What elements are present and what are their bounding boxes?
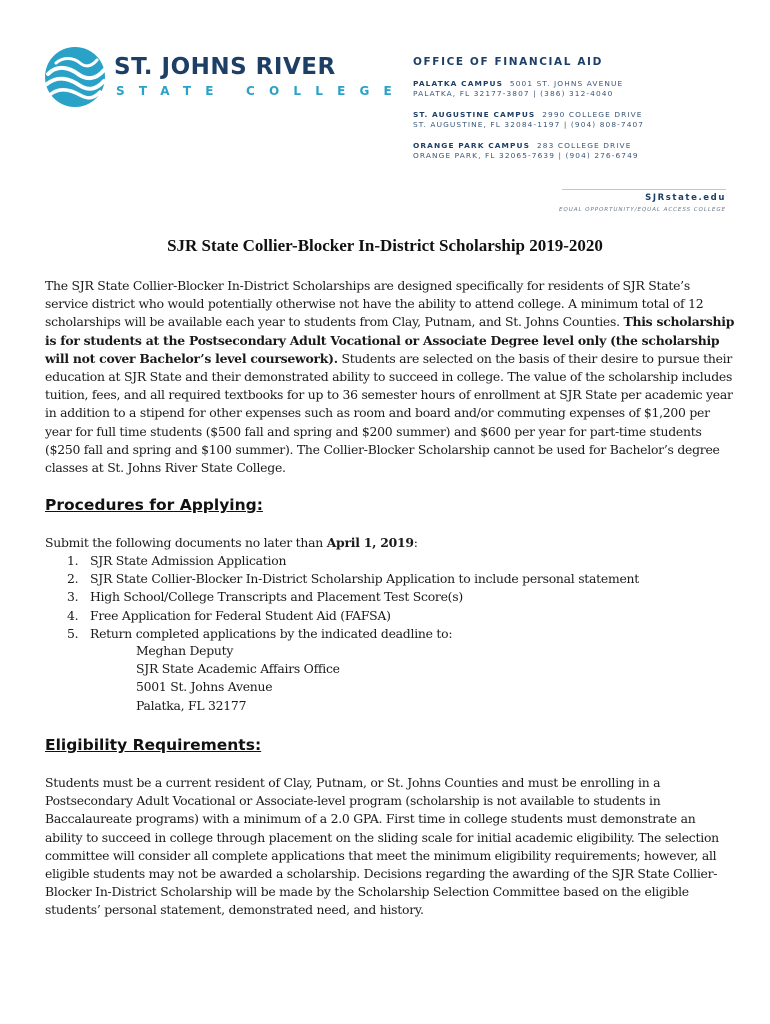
submit-instruction [45, 534, 735, 552]
address-line: Meghan Deputy [136, 643, 234, 658]
submit-text: Submit the following documents no later than [45, 535, 327, 550]
campus-palatka [413, 79, 733, 99]
list-item [45, 552, 639, 570]
submit-deadline: April 1, 2019 [326, 535, 414, 550]
list-number: 5. [67, 625, 79, 641]
list-text: High School/College Transcripts and Placement Test Score(s) [90, 589, 463, 605]
wave-emblem-icon [42, 44, 108, 110]
intro-paragraph [45, 277, 735, 477]
list-text: Free Application for Federal Student Aid (FAFSA) [90, 607, 391, 623]
eligibility-paragraph: Students must be a current resident of Clay, Putnam, or St. Johns Counties and must be enrolling in a Postsecondary Adult Vocational or Associate-level program (scholarship is not available to students in Baccalaureate programs) with a minimum of a 2.0 GPA. First time in college students must demonstrate an ability to succeed in college through placement on the sliding scale for initial academic eligibility. The selection committee will consider all complete applications that meet the minimum eligibility requirements; however, all eligible students may not be awarded a scholarship. Decisions regarding the awarding of the SJR State Collier-Blocker In-District Scholarship will be made by the Scholarship Selection Committee based on the eligible students’ personal statement, demonstrated need, and history. [45, 775, 719, 918]
intro-bold-notice: This scholarship is for students at the Postsecondary Adult Vocational or Associate Degree level only (the scholarship will not cover Bachelor’s level coursework). [45, 314, 735, 366]
address-line: Palatka, FL 32177 [136, 697, 247, 713]
campus-name: ORANGE PARK CAMPUS [413, 141, 531, 150]
list-item [45, 607, 639, 625]
intro-text-2: Students are selected on the basis of their desire to pursue their education at SJR State and their demonstrated ability to succeed in college. The value of the scholarship includes tuition, fees, and all required textbooks for up to 36 semester hours of enrollment at SJR State per academic year in addition to a stipend for other expenses such as room and board and/or commuting expenses of $1,200 per year for full time students ($500 fall and spring and $200 summer) and $600 per year for part-time students ($250 fall and spring and $100 summer). The Collier-Blocker Scholarship cannot be used for Bachelor’s degree classes at St. Johns River State College. [45, 350, 733, 476]
campus-st-augustine [413, 110, 733, 130]
website-link[interactable]: SJRstate.edu [645, 193, 726, 203]
campus-city-phone: ST. AUGUSTINE, FL 32084-1197 | (904) 808-7407 [413, 120, 645, 129]
campus-address: 2990 COLLEGE DRIVE [542, 110, 643, 119]
list-number: 2. [67, 571, 79, 587]
list-number: 3. [67, 589, 79, 605]
campus-name: ST. AUGUSTINE CAMPUS [413, 110, 536, 119]
list-item [45, 588, 639, 606]
intro-text-1: The SJR State Collier-Blocker In-District Scholarships are designed specifically for residents of SJR State’s service district who would potentially otherwise not have the ability to attend college. A minimum total of 12 scholarships will be available each year to students from Clay, Putnam, and St. Johns Counties. [45, 278, 704, 330]
address-line: 5001 St. Johns Avenue [136, 679, 273, 695]
procedures-heading: Procedures for Applying: [45, 496, 263, 514]
logo-subtitle: STATE COLLEGE [116, 84, 406, 98]
campus-city-phone: PALATKA, FL 32177-3807 | (386) 312-4040 [413, 89, 614, 98]
eligibility-heading: Eligibility Requirements: [45, 736, 262, 754]
list-number: 1. [67, 553, 79, 568]
list-number: 4. [67, 607, 79, 623]
logo-name: ST. JOHNS RIVER [114, 54, 336, 80]
equal-opportunity-note: EQUAL OPPORTUNITY/EQUAL ACCESS COLLEGE [558, 207, 726, 213]
documents-list [45, 552, 639, 643]
document-title: SJR State Collier-Blocker In-District Scholarship 2019-2020 [167, 236, 603, 255]
office-contact-block [413, 56, 733, 161]
list-text: SJR State Collier-Blocker In-District Scholarship Application to include personal statement [90, 571, 640, 587]
letterhead-divider [562, 189, 726, 190]
campus-address: 283 COLLEGE DRIVE [536, 141, 632, 150]
office-title: OFFICE OF FINANCIAL AID [413, 56, 603, 68]
address-line: SJR State Academic Affairs Office [136, 661, 340, 677]
return-address [136, 642, 340, 715]
campus-orange-park [413, 141, 733, 161]
campus-name: PALATKA CAMPUS [413, 79, 504, 88]
list-item [45, 570, 639, 588]
submit-colon: : [413, 535, 418, 550]
campus-address: 5001 ST. JOHNS AVENUE [509, 79, 624, 88]
list-text: SJR State Admission Application [90, 553, 287, 568]
college-logo [42, 44, 406, 110]
campus-city-phone: ORANGE PARK, FL 32065-7639 | (904) 276-6749 [413, 151, 639, 160]
list-item [45, 625, 639, 643]
list-text: Return completed applications by the indicated deadline to: [90, 625, 453, 641]
